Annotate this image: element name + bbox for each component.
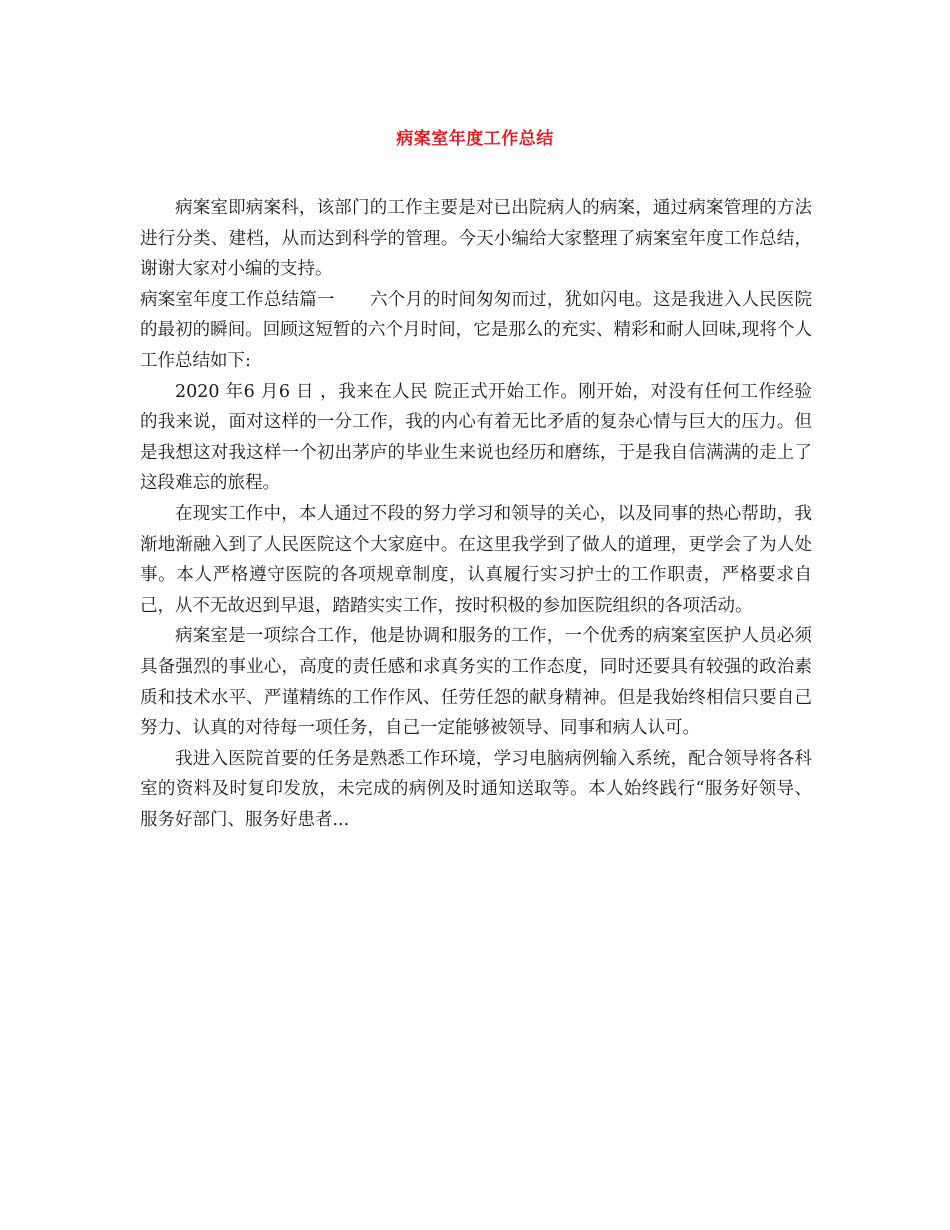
document-body: [140, 193, 812, 835]
paragraph-intro: 病案室即病案科，该部门的工作主要是对已出院病人的病案，通过病案管理的方法进行分类、建档，从而达到科学的管理。今天小编给大家整理了病案室年度工作总结，谢谢大家对小编的支持。: [140, 198, 812, 280]
paragraph-work-reality: 在现实工作中，本人通过不段的努力学习和领导的关心，以及同事的热心帮助，我渐地渐融入到了人民医院这个大家庭中。在这里我学到了做人的道理，更学会了为人处事。本人严格遵守医院的各项规章制度，认真履行实习护士的工作职责，严格要求自己，从不无故迟到早退，踏踏实实工作，按时积极的参加医院组织的各项活动。: [140, 503, 812, 616]
paragraph-start-date: 2020 年6 月6 日 ，我来在人民 院正式开始工作。刚开始，对没有任何工作经验的我来说，面对这样的一分工作，我的内心有着无比矛盾的复杂心情与巨大的压力。但是我想这对我这样一个初出茅庐的毕业生来说也经历和磨练，于是我自信满满的走上了这段难忘的旅程。: [140, 381, 812, 494]
page-title: 病案室年度工作总结: [396, 129, 554, 149]
paragraph-section-heading: 病案室年度工作总结篇一 六个月的时间匆匆而过，犹如闪电。这是我进入人民医院的最初的瞬间。回顾这短暂的六个月时间，它是那么的充实、精彩和耐人回味,现将个人工作总结如下:: [140, 289, 812, 371]
paragraph-first-tasks: 我进入医院首要的任务是熟悉工作环境，学习电脑病例输入系统，配合领导将各科室的资料及时复印发放，未完成的病例及时通知送取等。本人始终践行“服务好领导、服务好部门、服务好患者...: [140, 748, 812, 830]
paragraph-records-room: 病案室是一项综合工作，他是协调和服务的工作，一个优秀的病案室医护人员必须具备强烈的事业心，高度的责任感和求真务实的工作态度，同时还要具有较强的政治素质和技术水平、严谨精练的工作作风、任劳任怨的献身精神。但是我始终相信只要自己努力、认真的对待每一项任务，自己一定能够被领导、同事和病人认可。: [140, 626, 812, 739]
